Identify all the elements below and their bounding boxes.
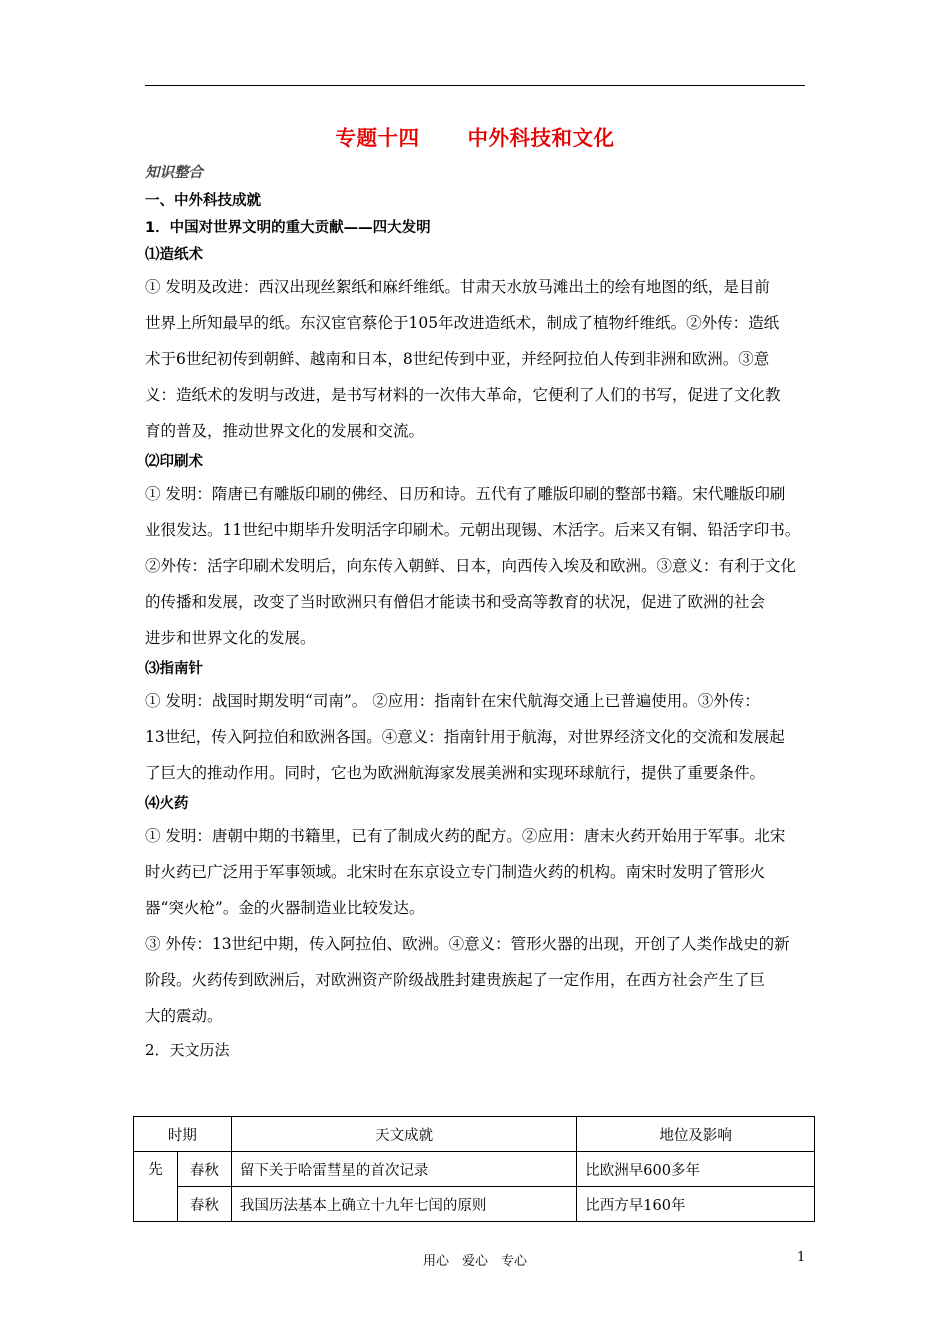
subsection-papermaking-title: ⑴造纸术 [145,247,203,263]
paragraph-line: 义：造纸术的发明与改进，是书写材料的一次伟大革命，它便利了人们的书写，促进了文化教 [145,386,781,404]
period-cell: 春秋 [177,1152,231,1187]
astronomy-heading: 2．天文历法 [145,1041,230,1059]
header-period: 时期 [134,1117,232,1152]
paragraph-line: 业很发达。11世纪中期毕升发明活字印刷术。元朝出现锡、木活字。后来又有铜、铅活字印书。 [145,521,801,539]
period-cell: 春秋 [177,1187,231,1222]
page-title [0,121,950,151]
footer-slogan: 用心 爱心 专心 [422,1254,527,1269]
paragraph-line: ① 发明：战国时期发明“司南”。 ②应用：指南针在宋代航海交通上已普遍使用。③外传： [145,692,760,710]
table-row [134,1187,815,1222]
paragraph-line: 世界上所知最早的纸。东汉宦官蔡伦于105年改进造纸术，制成了植物纤维纸。②外传：造纸 [145,314,780,332]
subsection-printing-title: ⑵印刷术 [145,454,203,470]
paragraph-line: 大的震动。 [145,1007,223,1025]
papermaking-paragraph [145,269,809,449]
gunpowder-paragraph [145,818,809,1034]
paragraph-line: 阶段。火药传到欧洲后，对欧洲资产阶级战胜封建贵族起了一定作用，在西方社会产生了巨 [145,971,766,989]
knowledge-label: 知识整合 [145,165,203,181]
paragraph-line: ① 发明：隋唐已有雕版印刷的佛经、日历和诗。五代有了雕版印刷的整部书籍。宋代雕版印刷 [145,485,786,503]
paragraph-line: 器“突火枪”。金的火器制造业比较发达。 [145,899,425,917]
compass-paragraph [145,683,809,791]
achievement-cell: 留下关于哈雷彗星的首次记录 [231,1152,576,1187]
subsection-compass-title: ⑶指南针 [145,661,203,677]
heading-1: 一、中外科技成就 [145,193,261,209]
paragraph-line: 的传播和发展，改变了当时欧洲只有僧侣才能读书和受高等教育的状况，促进了欧洲的社会 [145,593,766,611]
paragraph-line: 了巨大的推动作用。同时，它也为欧洲航海家发展美洲和实现环球航行，提供了重要条件。 [145,764,766,782]
title-topic-number: 专题十四 [335,126,420,150]
paragraph-line: ③ 外传：13世纪中期，传入阿拉伯、欧洲。④意义：管形火器的出现，开创了人类作战史的新 [145,935,790,953]
subsection-gunpowder-title: ⑷火药 [145,796,189,812]
header-impact: 地位及影响 [577,1117,815,1152]
paragraph-line: 术于6世纪初传到朝鲜、越南和日本，8世纪传到中亚，并经阿拉伯人传到非洲和欧洲。③意 [145,350,770,368]
group-label-cell: 先 [134,1152,178,1222]
astronomy-table [133,1116,815,1222]
paragraph-line: 时火药已广泛用于军事领域。北宋时在东京设立专门制造火药的机构。南宋时发明了管形火 [145,863,766,881]
header-achievement: 天文成就 [231,1117,576,1152]
paragraph-line: 进步和世界文化的发展。 [145,629,316,647]
paragraph-line: 13世纪，传入阿拉伯和欧洲各国。④意义：指南针用于航海，对世界经济文化的交流和发展起 [145,728,785,746]
paragraph-line: 育的普及，推动世界文化的发展和交流。 [145,422,425,440]
paragraph-line: ① 发明：唐朝中期的书籍里，已有了制成火药的配方。②应用：唐末火药开始用于军事。北宋 [145,827,786,845]
achievement-cell: 我国历法基本上确立十九年七闰的原则 [231,1187,576,1222]
document-body [145,158,809,1067]
impact-cell: 比欧洲早600多年 [577,1152,815,1187]
page-number: 1 [797,1250,806,1265]
paragraph-line: ① 发明及改进：西汉出现丝絮纸和麻纤维纸。甘肃天水放马滩出土的绘有地图的纸，是目前 [145,278,770,296]
table-row [134,1152,815,1187]
header-rule [145,85,805,86]
printing-paragraph [145,476,809,656]
impact-cell: 比西方早160年 [577,1187,815,1222]
heading-2: 1．中国对世界文明的重大贡献——四大发明 [145,220,431,236]
table-header-row [134,1117,815,1152]
title-topic-name: 中外科技和文化 [467,126,615,150]
paragraph-line: ②外传：活字印刷术发明后，向东传入朝鲜、日本，向西传入埃及和欧洲。③意义：有利于文化 [145,557,797,575]
